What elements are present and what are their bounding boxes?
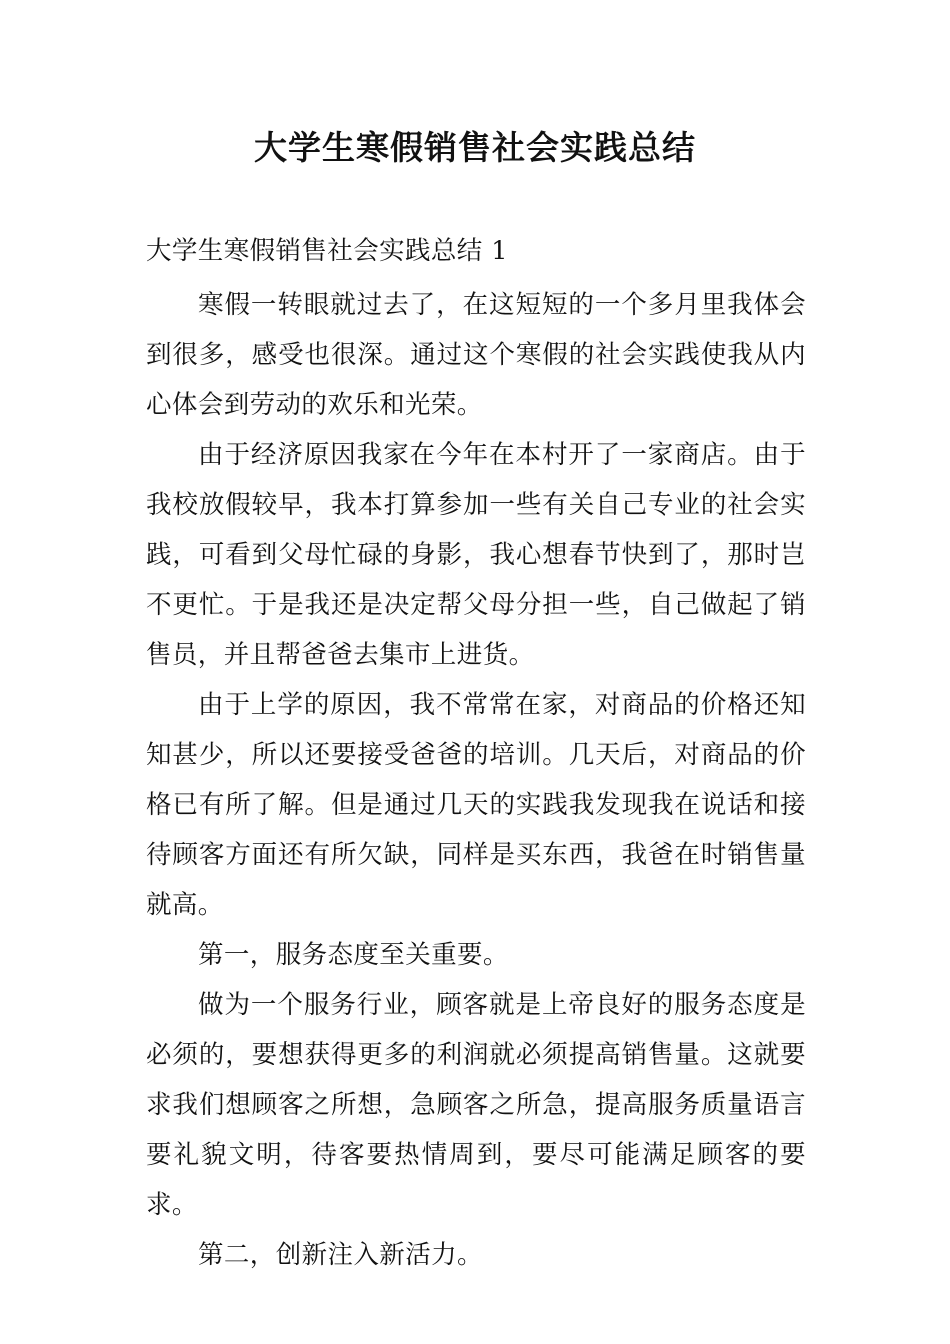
paragraph: 由于上学的原因，我不常常在家，对商品的价格还知知甚少，所以还要接受爸爸的培训。几天后，对商品的价格已有所了解。但是通过几天的实践我发现我在说话和接待顾客方面还有所欠缺，同样是买东西，我爸在时销售量就高。 xyxy=(146,690,806,920)
paragraph: 由于经济原因我家在今年在本村开了一家商店。由于我校放假较早，我本打算参加一些有关自己专业的社会实践，可看到父母忙碌的身影，我心想春节快到了，那时岂不更忙。于是我还是决定帮父母分担一些，自己做起了销售员，并且帮爸爸去集市上进货。 xyxy=(146,440,806,670)
paragraph: 第二，创新注入新活力。 xyxy=(198,1240,483,1270)
document-body xyxy=(146,226,806,1280)
paragraph: 做为一个服务行业，顾客就是上帝良好的服务态度是必须的，要想获得更多的利润就必须提高销售量。这就要求我们想顾客之所想，急顾客之所急，提高服务质量语言要礼貌文明，待客要热情周到，要尽可能满足顾客的要求。 xyxy=(146,990,806,1220)
paragraph: 寒假一转眼就过去了，在这短短的一个多月里我体会到很多，感受也很深。通过这个寒假的社会实践使我从内心体会到劳动的欢乐和光荣。 xyxy=(146,290,806,420)
paragraph: 第一，服务态度至关重要。 xyxy=(198,940,509,970)
section-heading: 大学生寒假销售社会实践总结 1 xyxy=(146,236,508,266)
document-title: 大学生寒假销售社会实践总结 xyxy=(254,128,696,167)
